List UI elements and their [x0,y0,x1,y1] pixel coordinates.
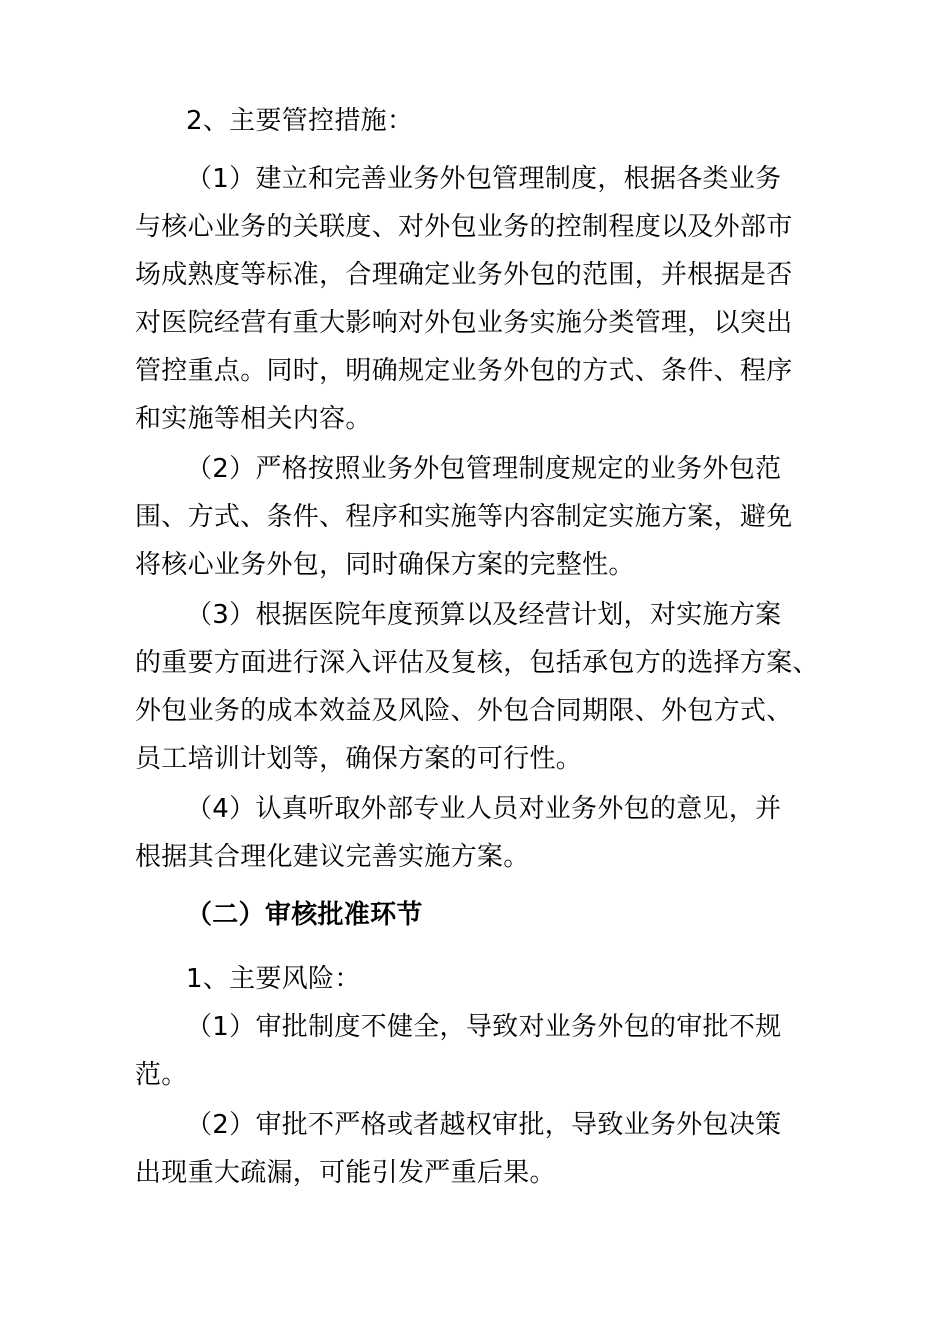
measure-1-line-2: 与核心业务的关联度、对外包业务的控制程度以及外部市 [135,212,793,242]
measures-heading: 2、主要管控措施： [186,106,414,136]
measure-3-line-2: 的重要方面进行深入评估及复核，包括承包方的选择方案、 [135,648,819,678]
measure-2-line-1: （2）严格按照业务外包管理制度规定的业务外包范 [186,454,782,484]
section-heading-approval: （二）审核批准环节 [186,900,423,930]
measure-1-line-1: （1）建立和完善业务外包管理制度，根据各类业务 [186,164,782,194]
measure-3-line-1: （3）根据医院年度预算以及经营计划，对实施方案 [186,600,782,630]
measure-3-line-4: 员工培训计划等，确保方案的可行性。 [135,744,583,774]
measure-1-line-6: 和实施等相关内容。 [135,404,372,434]
risk-1-line-1: （1）审批制度不健全，导致对业务外包的审批不规 [186,1012,782,1042]
measure-4-line-2: 根据其合理化建议完善实施方案。 [135,842,530,872]
measure-3-line-3: 外包业务的成本效益及风险、外包合同期限、外包方式、 [135,696,793,726]
risk-2-line-1: （2）审批不严格或者越权审批，导致业务外包决策 [186,1110,782,1140]
measure-2-line-3: 将核心业务外包，同时确保方案的完整性。 [135,550,635,580]
risk-1-line-2: 范。 [135,1060,188,1090]
measure-1-line-4: 对医院经营有重大影响对外包业务实施分类管理，以突出 [135,308,793,338]
measure-2-line-2: 围、方式、条件、程序和实施等内容制定实施方案，避免 [135,502,793,532]
measure-4-line-1: （4）认真听取外部专业人员对业务外包的意见，并 [186,794,782,824]
risks-heading: 1、主要风险： [186,964,361,994]
measure-1-line-5: 管控重点。同时，明确规定业务外包的方式、条件、程序 [135,356,793,386]
risk-2-line-2: 出现重大疏漏，可能引发严重后果。 [135,1158,556,1188]
measure-1-line-3: 场成熟度等标准，合理确定业务外包的范围，并根据是否 [135,260,793,290]
